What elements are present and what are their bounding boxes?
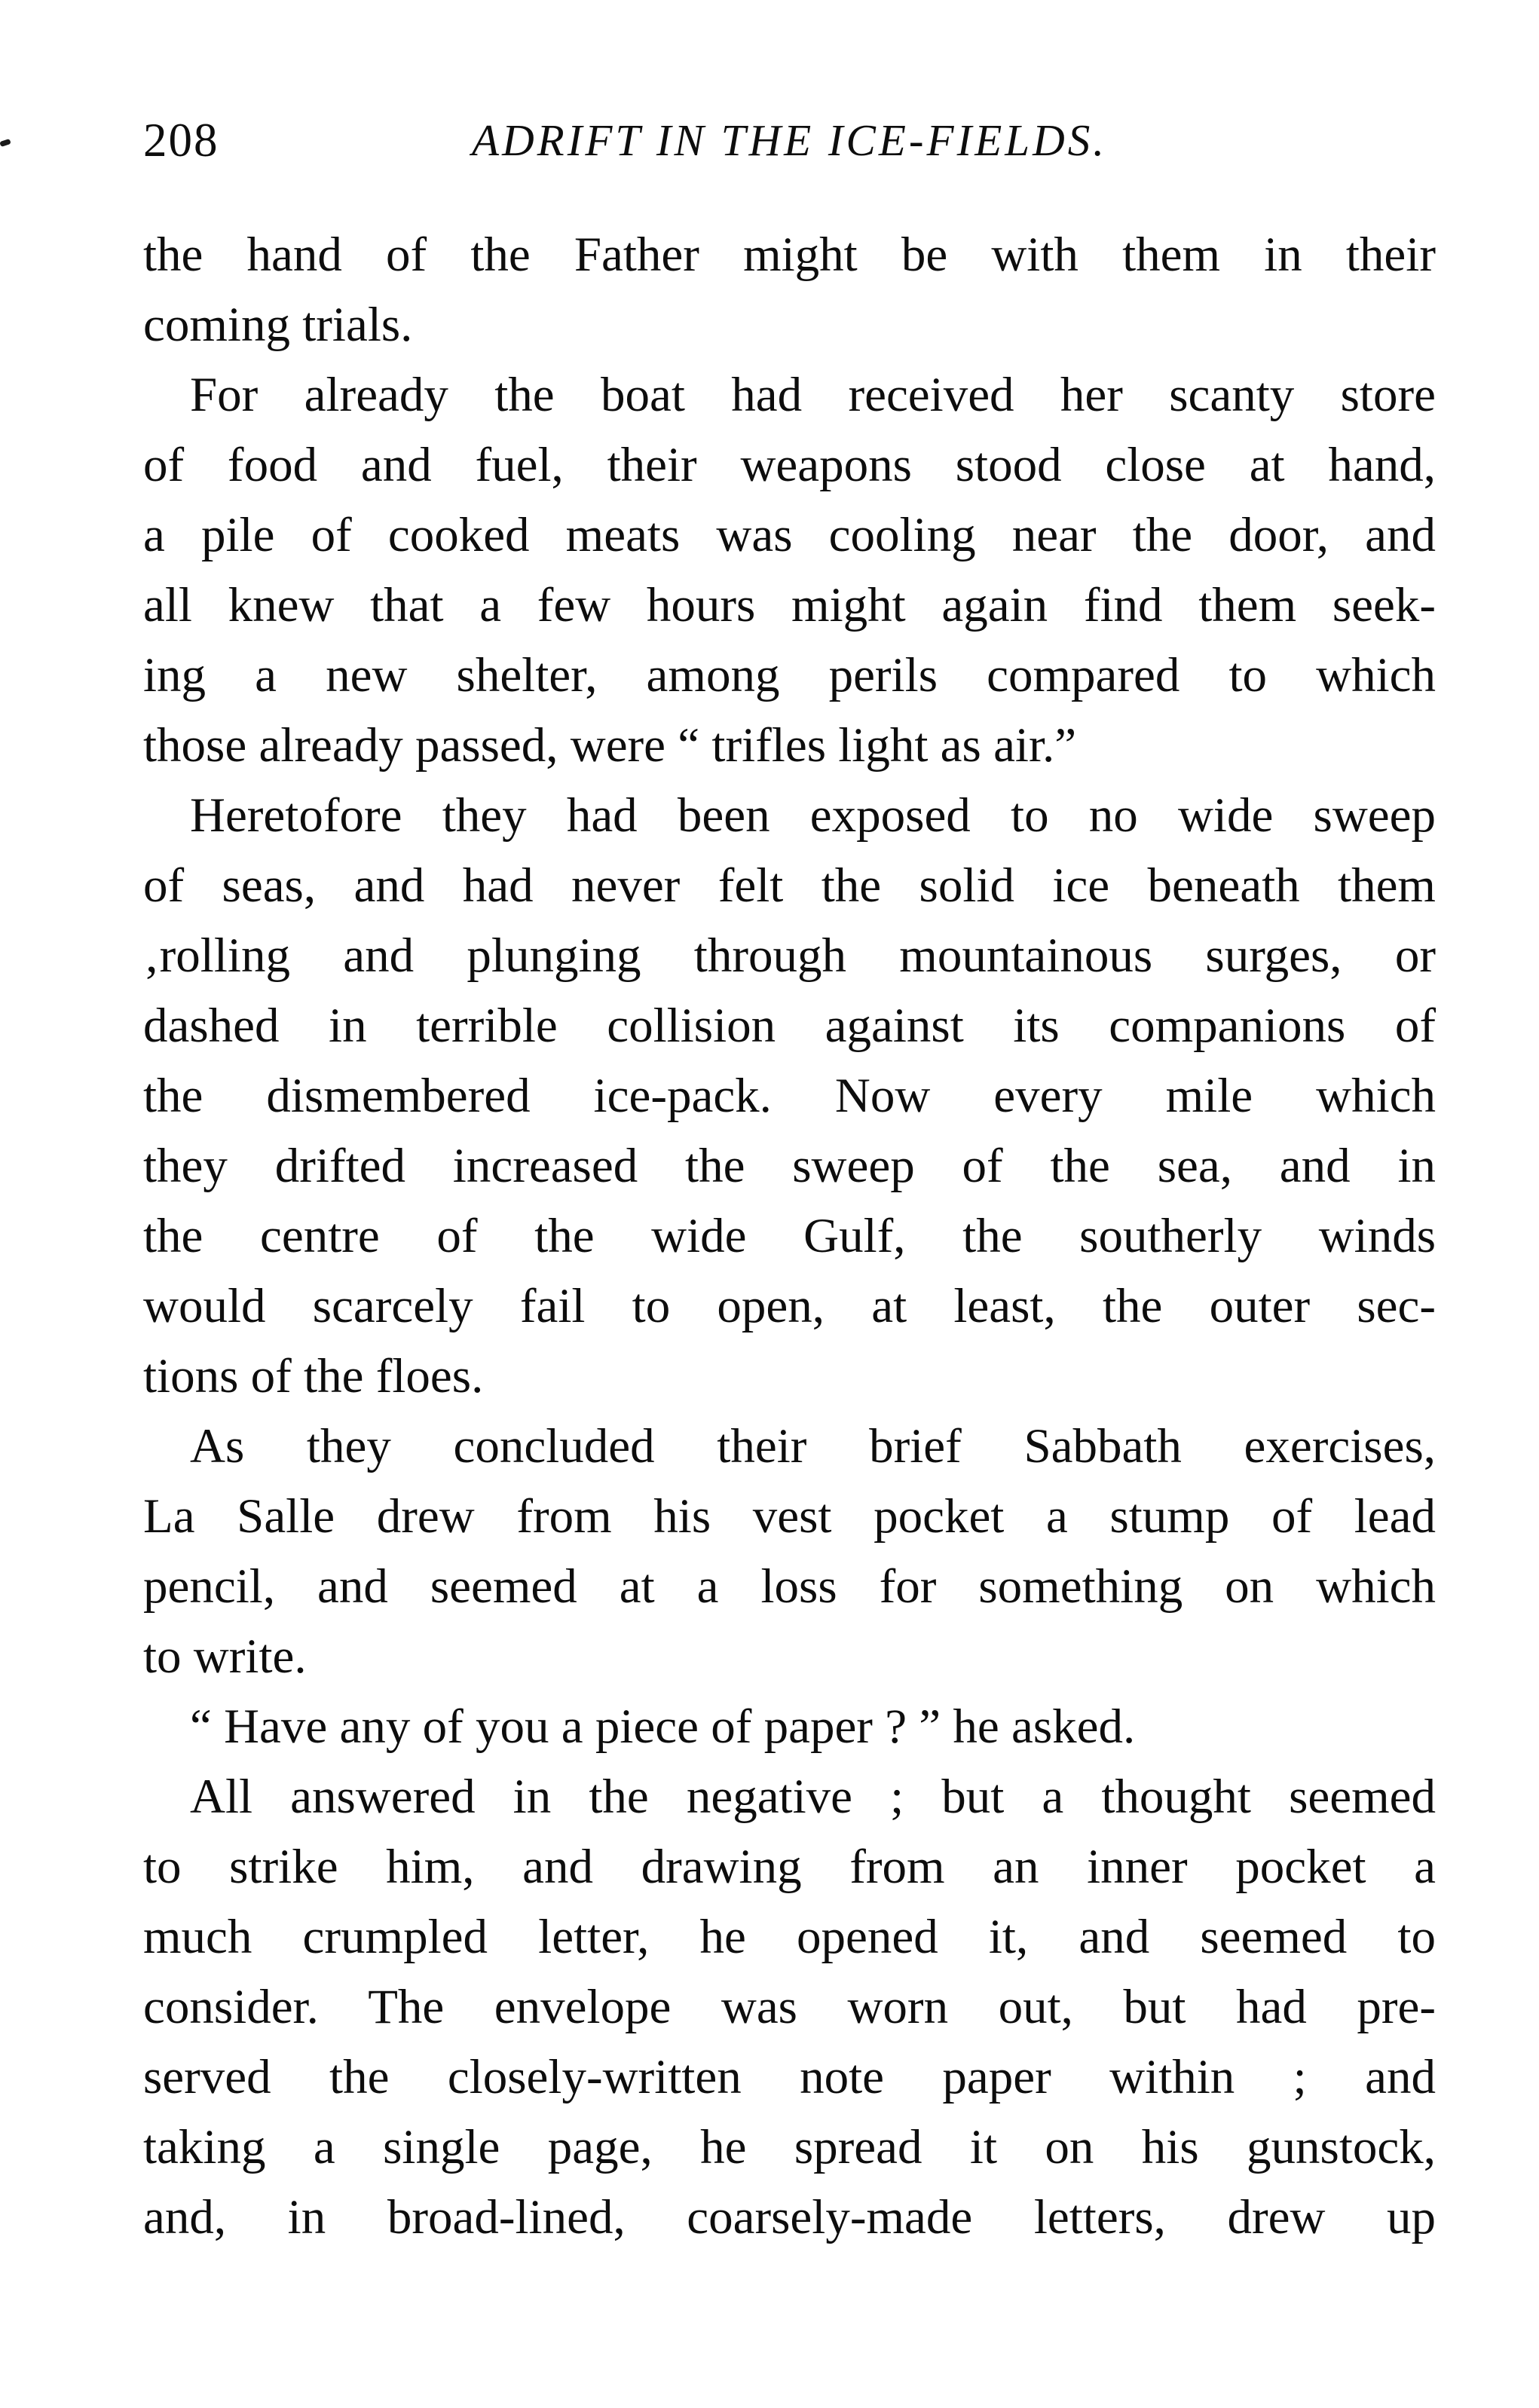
page-header (143, 110, 1436, 170)
text-line: the dismembered ice-pack. Now every mile which (143, 1069, 1436, 1123)
text-line: they drifted increased the sweep of the sea, and in (143, 1139, 1436, 1193)
paragraph (143, 360, 1436, 781)
text-line: As they concluded their brief Sabbath exercises, (190, 1419, 1436, 1473)
text-line: the centre of the wide Gulf, the southerly winds (143, 1209, 1436, 1263)
paragraph (143, 1412, 1436, 1692)
page-number: 208 (143, 114, 219, 167)
text-line: to write. (143, 1629, 307, 1684)
text-line: For already the boat had received her scanty store (190, 368, 1436, 422)
text-line: those already passed, were “ trifles light as air.” (143, 718, 1077, 773)
running-title: ADRIFT IN THE ICE-FIELDS. (472, 115, 1107, 165)
text-line: all knew that a few hours might again find them seek- (143, 578, 1436, 632)
text-line: ing a new shelter, among perils compared to which (143, 648, 1436, 702)
text-line: dashed in terrible collision against its companions of (143, 999, 1436, 1053)
paragraph (143, 781, 1436, 1412)
text-line: of food and fuel, their weapons stood close at hand, (143, 438, 1436, 492)
page-body (143, 220, 1436, 2253)
text-line: would scarcely fail to open, at least, the outer sec- (143, 1279, 1436, 1333)
text-line: taking a single page, he spread it on his gunstock, (143, 2120, 1436, 2174)
text-line: coming trials. (143, 298, 413, 352)
text-line: of seas, and had never felt the solid ice beneath them (143, 858, 1436, 913)
text-line: served the closely-written note paper within ; and (143, 2050, 1436, 2104)
scan-artifact-mark (0, 139, 11, 147)
text-line: pencil, and seemed at a loss for something on which (143, 1559, 1436, 1614)
text-line: ‚rolling and plunging through mountainous surges, or (143, 929, 1436, 983)
text-line: Heretofore they had been exposed to no wide sweep (190, 788, 1436, 843)
paragraph (143, 1762, 1436, 2253)
text-line: tions of the floes. (143, 1349, 484, 1403)
paragraph (143, 1692, 1436, 1762)
text-line: a pile of cooked meats was cooling near the door, and (143, 508, 1436, 562)
text-line: the hand of the Father might be with them in their (143, 228, 1436, 282)
text-line: La Salle drew from his vest pocket a stump of lead (143, 1489, 1436, 1544)
text-line: and, in broad-lined, coarsely-made letters, drew up (143, 2190, 1436, 2244)
text-line: All answered in the negative ; but a thought seemed (190, 1770, 1436, 1824)
text-line: to strike him, and drawing from an inner pocket a (143, 1840, 1436, 1894)
text-line: “ Have any of you a piece of paper ? ” he asked. (190, 1700, 1136, 1754)
text-line: much crumpled letter, he opened it, and seemed to (143, 1910, 1436, 1964)
paragraph (143, 220, 1436, 360)
text-line: consider. The envelope was worn out, but had pre- (143, 1980, 1436, 2034)
